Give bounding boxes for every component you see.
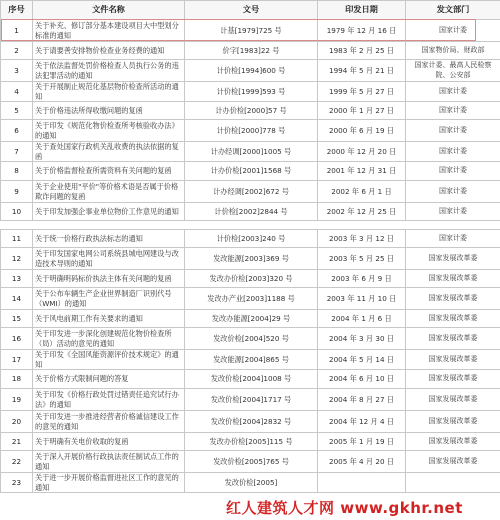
header-date: 印发日期 xyxy=(318,1,406,20)
cell-no: 6 xyxy=(1,120,33,142)
cell-dept: 国家发展改革委 xyxy=(406,328,500,350)
cell-no: 16 xyxy=(1,328,33,350)
cell-no: 8 xyxy=(1,162,33,181)
cell-num: 发改办价检[2003]320 号 xyxy=(185,270,318,288)
table-row xyxy=(1,162,500,181)
cell-dept xyxy=(406,473,500,493)
cell-name: 关于公布车辆生产企业世界制造厂识别代号（WMI）的通知 xyxy=(33,288,185,310)
cell-dept: 国家计委 xyxy=(406,162,500,181)
cell-dept: 国家发展改革委 xyxy=(406,389,500,411)
cell-no: 17 xyxy=(1,350,33,370)
cell-no: 23 xyxy=(1,473,33,493)
cell-num: 计价检[2003]240 号 xyxy=(185,230,318,248)
gap-cell xyxy=(1,221,500,230)
cell-name: 关于深入开展价格行政执法责任制试点工作的通知 xyxy=(33,451,185,473)
cell-no: 10 xyxy=(1,203,33,221)
cell-date: 2004 年 12 月 4 日 xyxy=(318,411,406,433)
cell-no: 13 xyxy=(1,270,33,288)
cell-name: 关于印发《全国风能资源评价技术规定》的通知 xyxy=(33,350,185,370)
cell-num: 计办价检[2000]57 号 xyxy=(185,102,318,120)
cell-dept: 国家计委 xyxy=(406,181,500,203)
cell-name: 关于印发《规范化物价检查所考核验收办法》的通知 xyxy=(33,120,185,142)
cell-num: 发改价检[2005] xyxy=(185,473,318,493)
cell-no: 1 xyxy=(1,20,33,42)
cell-num: 计价检[1994]600 号 xyxy=(185,60,318,82)
cell-dept: 国家计委 xyxy=(406,20,500,42)
cell-dept: 国家发展改革委 xyxy=(406,288,500,310)
cell-no: 9 xyxy=(1,181,33,203)
table-body-part1 xyxy=(1,20,500,221)
cell-dept: 国家发展改革委 xyxy=(406,451,500,473)
site-watermark: 红人建筑人才网 www.gkhr.net xyxy=(226,497,498,519)
section-gap xyxy=(1,221,500,230)
cell-no: 2 xyxy=(1,42,33,60)
cell-name: 关于进一步开展价格监督进社区工作的意见的通知 xyxy=(33,473,185,493)
cell-name: 关于价格方式限制问题的答复 xyxy=(33,370,185,389)
cell-no: 11 xyxy=(1,230,33,248)
table-row xyxy=(1,389,500,411)
cell-name: 关于开展制止规范化基层物价检查所活动的通知 xyxy=(33,82,185,102)
cell-no: 18 xyxy=(1,370,33,389)
cell-dept: 国家计委 xyxy=(406,142,500,162)
cell-name: 关于印发进一步推进经营者价格诚信建设工作的意见的通知 xyxy=(33,411,185,433)
header-num: 文号 xyxy=(185,1,318,20)
cell-num: 计办价检[2001]1568 号 xyxy=(185,162,318,181)
cell-date: 2002 年 6 月 1 日 xyxy=(318,181,406,203)
table-header-row xyxy=(1,1,500,20)
cell-date: 2004 年 5 月 14 日 xyxy=(318,350,406,370)
cell-no: 5 xyxy=(1,102,33,120)
cell-name: 关于请要善安排物价检查业务经费的通知 xyxy=(33,42,185,60)
cell-name: 关于价格监督检查所需资料有关问题的复函 xyxy=(33,162,185,181)
cell-name: 关于明确有关电价收取的复函 xyxy=(33,433,185,451)
header-dept: 发文部门 xyxy=(406,1,500,20)
cell-date: 2003 年 6 月 9 日 xyxy=(318,270,406,288)
cell-dept: 国家发展改革委 xyxy=(406,248,500,270)
cell-date: 2005 年 1 月 19 日 xyxy=(318,433,406,451)
table-row xyxy=(1,42,500,60)
cell-name: 关于风电前期工作有关要求的通知 xyxy=(33,310,185,328)
table-row xyxy=(1,181,500,203)
cell-num: 计价检[1999]593 号 xyxy=(185,82,318,102)
cell-num: 计价检[2000]778 号 xyxy=(185,120,318,142)
cell-dept: 国家计委 xyxy=(406,230,500,248)
cell-dept: 国家计委 xyxy=(406,82,500,102)
cell-name: 关于依法监督处罚价格检查人员执行公务的违法犯罪活动的通知 xyxy=(33,60,185,82)
cell-name: 关于企业使用"平价"等价格术语是否属于价格欺诈问题的复函 xyxy=(33,181,185,203)
cell-date: 2001 年 12 月 31 日 xyxy=(318,162,406,181)
header-no: 序号 xyxy=(1,1,33,20)
cell-name: 关于印发加强企事业单位物价工作意见的通知 xyxy=(33,203,185,221)
cell-num: 发改办产业[2003]1188 号 xyxy=(185,288,318,310)
cell-num: 价字[1983]22 号 xyxy=(185,42,318,60)
cell-date: 1994 年 5 月 21 日 xyxy=(318,60,406,82)
cell-dept: 国家计委 xyxy=(406,203,500,221)
cell-num: 发改办价检[2005]115 号 xyxy=(185,433,318,451)
table-row xyxy=(1,370,500,389)
cell-num: 发改价检[2004]1717 号 xyxy=(185,389,318,411)
cell-no: 14 xyxy=(1,288,33,310)
table-gap xyxy=(1,221,500,230)
cell-num: 发改价检[2004]1008 号 xyxy=(185,370,318,389)
table-row xyxy=(1,411,500,433)
table-row xyxy=(1,473,500,493)
cell-name: 关于印发国家电网公司系统县城电网建设与改造技术导则的通知 xyxy=(33,248,185,270)
cell-dept: 国家发展改革委 xyxy=(406,370,500,389)
cell-num: 发改能源[2004]865 号 xyxy=(185,350,318,370)
cell-date: 2000 年 12 月 20 日 xyxy=(318,142,406,162)
cell-num: 发改价检[2004]520 号 xyxy=(185,328,318,350)
cell-date: 1979 年 12 月 16 日 xyxy=(318,20,406,42)
cell-no: 12 xyxy=(1,248,33,270)
cell-name: 关于查处国家行政机关乱收费的执法依据的复函 xyxy=(33,142,185,162)
cell-name: 关于统一价格行政执法标志的通知 xyxy=(33,230,185,248)
cell-name: 关于明确明码标价执法主体有关问题的复函 xyxy=(33,270,185,288)
cell-date: 2000 年 1 月 27 日 xyxy=(318,102,406,120)
table-row xyxy=(1,350,500,370)
cell-num: 计办经调[2002]672 号 xyxy=(185,181,318,203)
cell-no: 21 xyxy=(1,433,33,451)
cell-no: 7 xyxy=(1,142,33,162)
cell-name: 关于印发《价格行政处罚过错责任追究试行办法》的通知 xyxy=(33,389,185,411)
cell-date: 2003 年 5 月 25 日 xyxy=(318,248,406,270)
cell-num: 发改办能源[2004]29 号 xyxy=(185,310,318,328)
cell-date: 2005 年 4 月 20 日 xyxy=(318,451,406,473)
cell-no: 19 xyxy=(1,389,33,411)
cell-dept: 国家发展改革委 xyxy=(406,350,500,370)
table-row xyxy=(1,120,500,142)
cell-date: 2004 年 8 月 27 日 xyxy=(318,389,406,411)
table-row xyxy=(1,248,500,270)
cell-dept: 国家发展改革委 xyxy=(406,270,500,288)
cell-dept: 国家计委、最高人民检察院、公安部 xyxy=(406,60,500,82)
table-body-part2 xyxy=(1,230,500,493)
cell-dept: 国家发展改革委 xyxy=(406,411,500,433)
table-row xyxy=(1,60,500,82)
cell-date: 1983 年 2 月 25 日 xyxy=(318,42,406,60)
table-row xyxy=(1,20,500,42)
cell-date: 2003 年 3 月 12 日 xyxy=(318,230,406,248)
cell-name: 关于印发进一步深化创建规范化物价检查所（局）活动的意见的通知 xyxy=(33,328,185,350)
table-row xyxy=(1,328,500,350)
cell-no: 22 xyxy=(1,451,33,473)
header-name: 文件名称 xyxy=(33,1,185,20)
cell-date: 2000 年 6 月 19 日 xyxy=(318,120,406,142)
cell-date: 2003 年 11 月 10 日 xyxy=(318,288,406,310)
table-row xyxy=(1,288,500,310)
cell-dept: 国家计委 xyxy=(406,102,500,120)
table-row xyxy=(1,433,500,451)
table-row xyxy=(1,451,500,473)
cell-num: 发改能源[2003]369 号 xyxy=(185,248,318,270)
cell-num: 计价检[2002]2844 号 xyxy=(185,203,318,221)
table-row xyxy=(1,230,500,248)
cell-date: 2002 年 12 月 25 日 xyxy=(318,203,406,221)
cell-date: 2004 年 3 月 30 日 xyxy=(318,328,406,350)
cell-date: 2004 年 6 月 10 日 xyxy=(318,370,406,389)
table-row xyxy=(1,82,500,102)
cell-num: 发改价检[2004]2832 号 xyxy=(185,411,318,433)
table-row xyxy=(1,203,500,221)
cell-num: 发改价检[2005]765 号 xyxy=(185,451,318,473)
cell-date: 1999 年 5 月 27 日 xyxy=(318,82,406,102)
cell-dept: 国家发展改革委 xyxy=(406,310,500,328)
cell-dept: 国家计委 xyxy=(406,120,500,142)
cell-dept: 国家发展改革委 xyxy=(406,433,500,451)
cell-num: 计基[1979]725 号 xyxy=(185,20,318,42)
cell-no: 3 xyxy=(1,60,33,82)
cell-dept: 国家物价局、财政部 xyxy=(406,42,500,60)
table-row xyxy=(1,310,500,328)
cell-num: 计办经调[2000]1005 号 xyxy=(185,142,318,162)
cell-no: 20 xyxy=(1,411,33,433)
table-row xyxy=(1,102,500,120)
cell-date: 2004 年 1 月 6 日 xyxy=(318,310,406,328)
cell-date xyxy=(318,473,406,493)
table-row xyxy=(1,270,500,288)
cell-no: 15 xyxy=(1,310,33,328)
table-row xyxy=(1,142,500,162)
cell-no: 4 xyxy=(1,82,33,102)
cell-name: 关于价格违法所得收缴问题的复函 xyxy=(33,102,185,120)
cell-name: 关于补充、修订部分基本建设项目大中型划分标准的通知 xyxy=(33,20,185,42)
